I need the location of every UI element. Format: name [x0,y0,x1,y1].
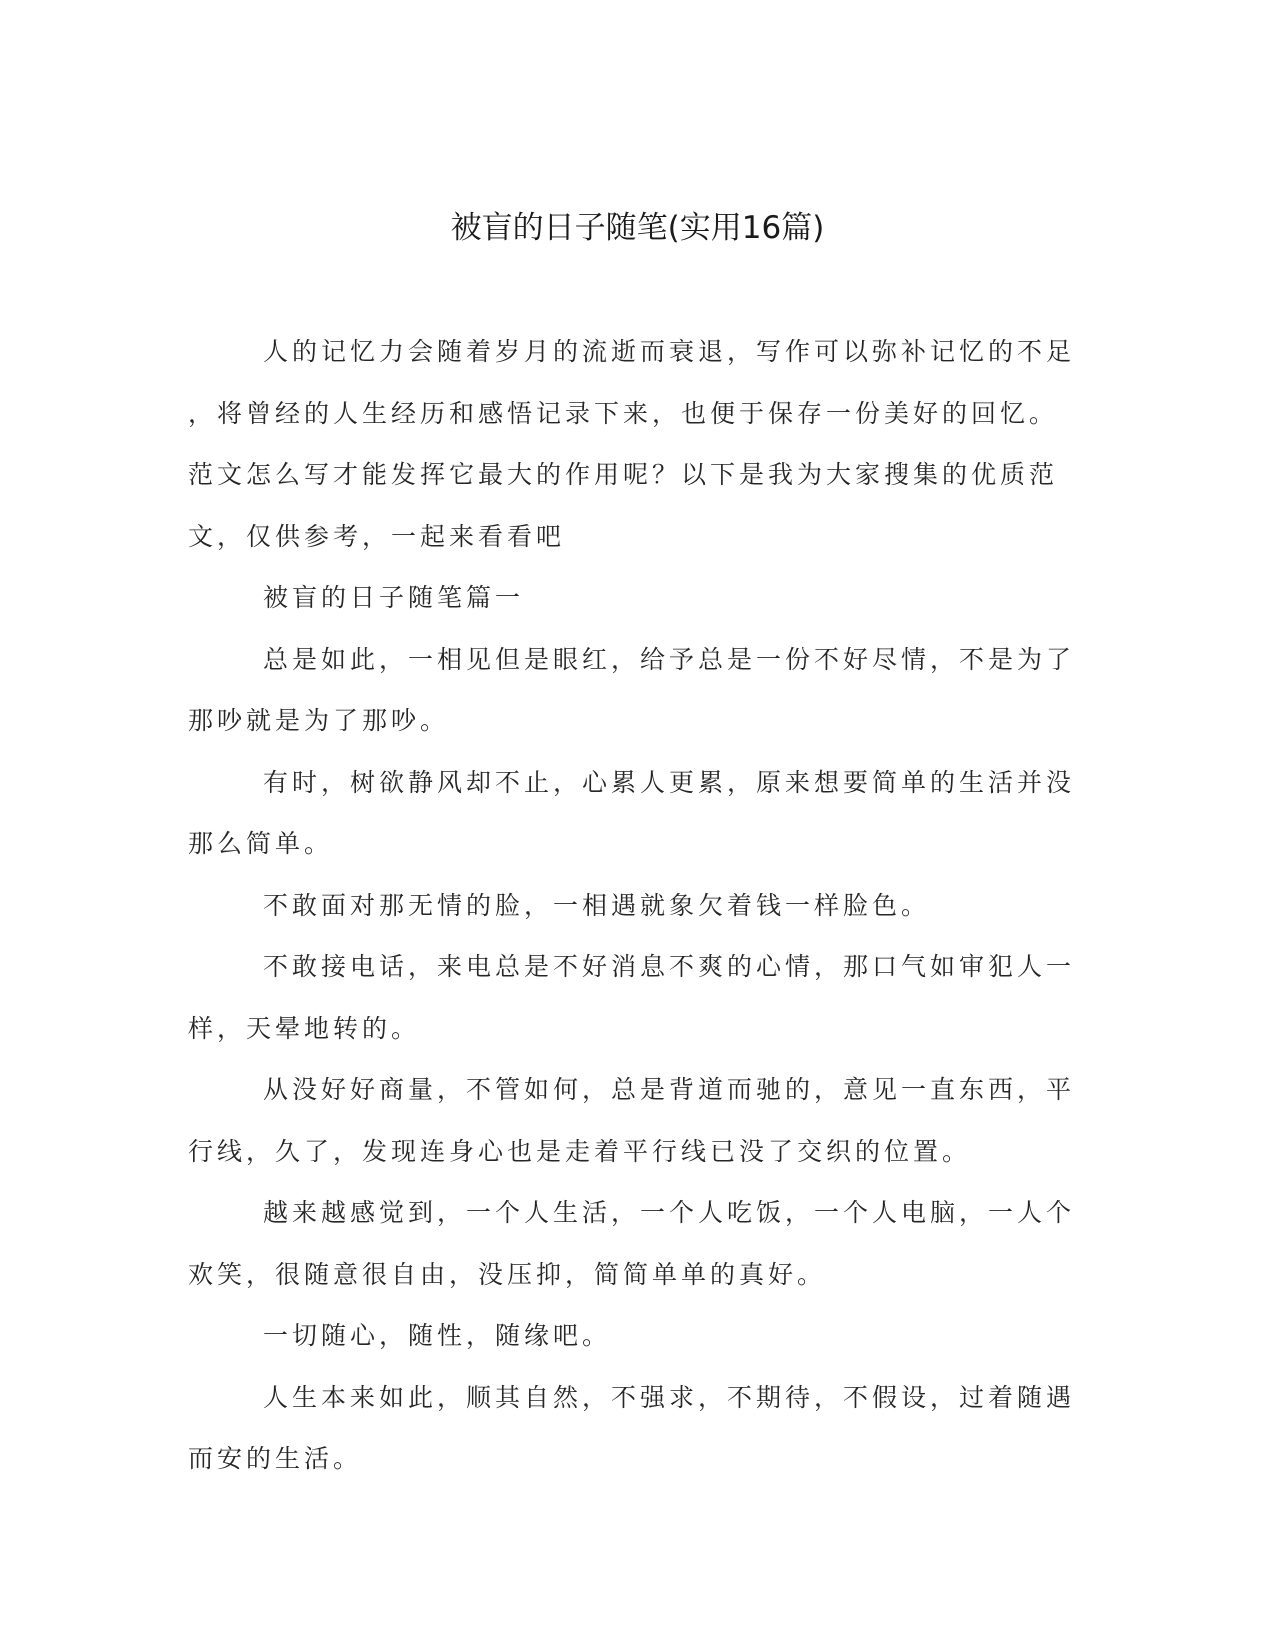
text-line: 一切随心，随性，随缘吧。 [263,1321,612,1350]
text-line: 文，仅供参考，一起来看看吧 [188,521,566,551]
text-line: 那吵就是为了那吵。 [188,706,450,735]
text-line: 欢笑，很随意很自由，没压抑，简简单单的真好。 [188,1259,827,1289]
text-line: 样，天晕地转的。 [188,1013,421,1043]
text-line: 被盲的日子随笔篇一 [263,583,525,612]
text-line: 范文怎么写才能发挥它最大的作用呢？以下是我为大家搜集的优质范 [188,460,1059,489]
text-line: 行线，久了，发现连身心也是走着平行线已没了交织的位置。 [188,1136,972,1166]
text-line: 总是如此，一相见但是眼红，给予总是一份不好尽情，不是为了 [263,644,1076,674]
text-line: 而安的生活。 [188,1444,363,1473]
text-line: 人生本来如此，顺其自然，不强求，不期待，不假设，过着随遇 [263,1382,1076,1412]
text-line: ，将曾经的人生经历和感悟记录下来，也便于保存一份美好的回忆。 [188,398,1059,428]
text-line: 有时，树欲静风却不止，心累人更累，原来想要简单的生活并没 [263,767,1076,797]
text-line: 越来越感觉到，一个人生活，一个人吃饭，一个人电脑，一人个 [263,1198,1076,1227]
text-line: 那么简单。 [188,829,334,858]
text-line: 从没好好商量，不管如何，总是背道而驰的，意见一直东西，平 [263,1075,1076,1104]
document-title: 被盲的日子随笔(实用16篇) [450,210,825,246]
text-line: 人的记忆力会随着岁月的流逝而衰退，写作可以弥补记忆的不足 [263,337,1076,366]
text-line: 不敢接电话，来电总是不好消息不爽的心情，那口气如审犯人一 [263,952,1076,981]
document-body [188,321,1076,1490]
text-line: 不敢面对那无情的脸，一相遇就象欠着钱一样脸色。 [263,890,931,920]
